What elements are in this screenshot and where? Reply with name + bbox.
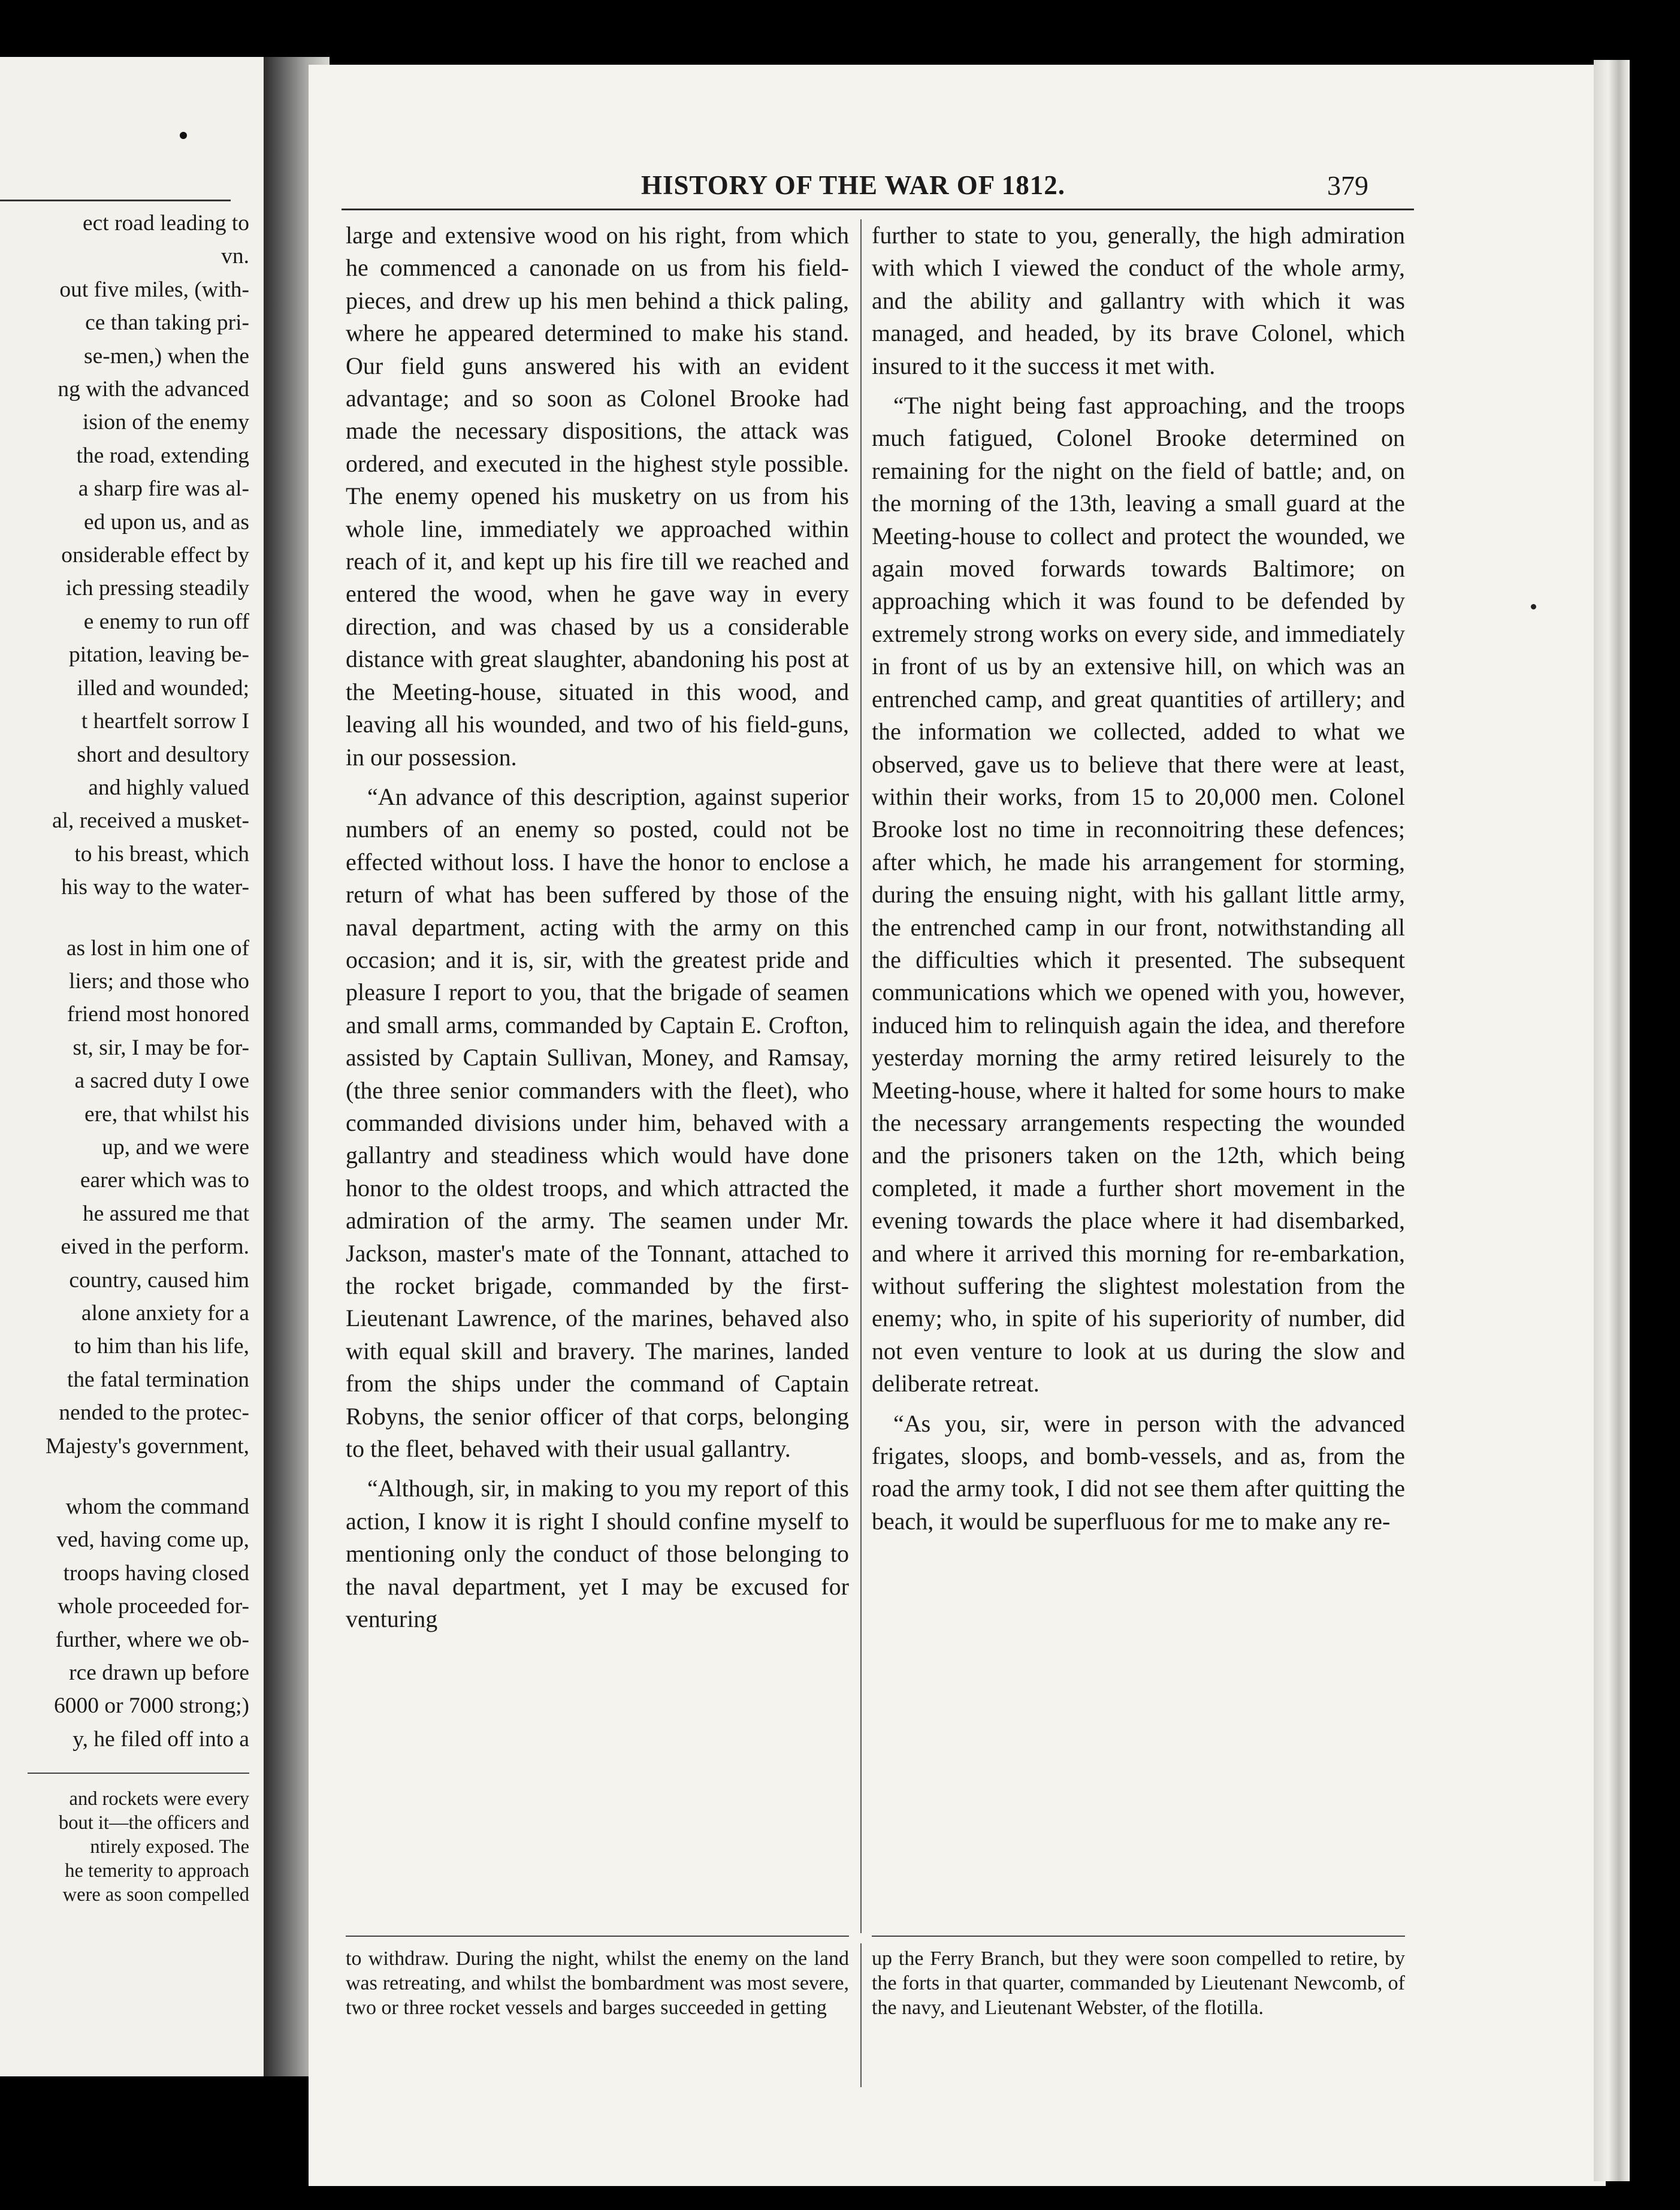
left-line: troops having closed [63,1560,249,1586]
left-line: the road, extending [76,443,249,468]
left-line: ved, having come up, [56,1527,249,1553]
left-line: liers; and those who [69,968,249,994]
right-page [309,65,1606,2186]
text-column-2 [872,219,1405,1545]
left-footnote-line: bout it—the officers and [58,1812,249,1834]
footnote-column-divider [860,1943,862,2087]
ink-speck [1531,604,1536,609]
left-line: onsiderable effect by [61,543,249,568]
left-line: nended to the protec- [59,1400,249,1426]
footnote-rule [346,1936,849,1937]
left-line: up, and we were [102,1134,249,1160]
left-line: he assured me that [82,1201,249,1226]
footnote-left: to withdraw. During the night, whilst the enemy on the land was retreating, and whilst the bombardment was most severe, two or three rocket vessels and barges succeeded in getting [346,1948,849,2019]
left-line: a sharp fire was al- [78,476,249,502]
left-line: to him than his life, [74,1334,249,1359]
left-line: 6000 or 7000 strong;) [53,1693,249,1719]
left-line: e enemy to run off [83,609,249,634]
left-line: alone anxiety for a [81,1301,249,1326]
left-line: y, he filed off into a [72,1726,249,1752]
left-line: ng with the advanced [58,377,249,402]
left-line: a sacred duty I owe [74,1068,249,1094]
page-edge-stack [1594,60,1630,2181]
left-line: ed upon us, and as [84,509,249,535]
left-line: ere, that whilst his [84,1101,249,1127]
left-line: whole proceeded for- [58,1594,249,1619]
paragraph: “Although, sir, in making to you my report of this action, I know it is right I should confine myself to mentioning only the conduct of those belonging to the naval department, yet I may be excused for venturing [346,1475,849,1633]
left-line: ect road leading to [82,211,249,236]
left-footnote-line: were as soon compelled [62,1884,249,1906]
left-line: pitation, leaving be- [69,642,249,668]
left-line: ce than taking pri- [85,310,249,336]
left-line: ich pressing steadily [65,576,249,601]
left-line: the fatal termination [67,1367,249,1392]
left-line: illed and wounded; [77,675,249,701]
left-line: earer which was to [80,1168,249,1193]
footnote-right: up the Ferry Branch, but they were soon compelled to retire, by the forts in that quarter, commanded by Lieutenant Newcomb, of the navy, and Lieutenant Webster, of the flotilla. [872,1948,1405,2019]
left-line: out five miles, (with- [59,277,249,302]
left-facing-page [0,57,264,2076]
left-header-rule [0,200,231,201]
left-page-text [0,207,249,1907]
left-line: t heartfelt sorrow I [81,709,249,734]
running-title: HISTORY OF THE WAR OF 1812. [641,170,1066,200]
paragraph: “As you, sir, were in person with the advanced frigates, sloops, and bomb-vessels, and as, from the road the army took, I did not see them after quitting the beach, it would be superfluous for me to make any re- [872,1409,1405,1535]
left-footnote-line: he temerity to approach [65,1860,249,1882]
paragraph-gap [0,1463,249,1490]
text-column-1 [346,219,849,1643]
header-rule [342,209,1414,210]
left-footnote-line: ntirely exposed. The [90,1836,249,1858]
footnote-rule [872,1936,1405,1937]
left-line: his way to the water- [61,875,249,900]
left-line: al, received a musket- [52,808,249,834]
left-line: further, where we ob- [55,1627,249,1652]
left-line: rce drawn up before [69,1660,249,1686]
left-footnote-rule [28,1773,249,1774]
running-header [309,170,1606,212]
left-line: to his breast, which [74,841,249,867]
left-line: short and desultory [77,742,249,767]
left-line: se-men,) when the [84,343,249,369]
left-footnote-line: and rockets were every [69,1788,249,1810]
paragraph: large and extensive wood on his right, from which he commenced a canonade on us from his field-pieces, and drew up his men behind a thick paling, where he appeared determined to make his stand. Our field guns answered his with an evident advantage; and so soon as Colonel Brooke had made the necessary dispositions, the attack was ordered, and executed in the highest style possible. The enemy opened his musketry on us from his whole line, immediately we approached within reach of it, and kept up his fire till we reached and entered the wood, when he gave way in every direction, and was chased by us a considerable distance with great slaughter, abandoning his post at the Meeting-house, situated in this wood, and leaving all his wounded, and two of his field-guns, in our possession. [346,222,849,771]
paragraph-gap [0,904,249,932]
left-line: as lost in him one of [66,935,249,961]
left-line: Majesty's government, [45,1433,249,1459]
left-line: eived in the perform. [61,1234,249,1260]
paragraph: “An advance of this description, against superior numbers of an enemy so posted, could not be effected without loss. I have the honor to enclose a return of what has been suffered by those of the naval department, acting with the army on this occasion; and it is, sir, with the greatest pride and pleasure I report to you, that the brigade of seamen and small arms, commanded by Captain E. Crofton, assisted by Captain Sullivan, Money, and Ramsay, (the three senior commanders with the fleet), who commanded divisions under him, behaved with a gallantry and steadiness which would have done honor to the oldest troops, and which attracted the admiration of the army. The seamen under Mr. Jackson, master's mate of the Tonnant, attached to the rocket brigade, commanded by the first-Lieutenant Lawrence, of the marines, behaved also with equal skill and bravery. The marines, landed from the ships under the command of Captain Robyns, the senior officer of that corps, belonging to the fleet, behaved with their usual gallantry. [346,783,849,1463]
page-number: 379 [1327,170,1368,201]
left-line: friend most honored [67,1002,249,1027]
left-line: and highly valued [88,775,249,800]
left-line: ision of the enemy [82,410,249,435]
left-line: st, sir, I may be for- [72,1035,249,1060]
left-line: vn. [221,244,249,269]
left-line: whom the command [65,1495,249,1520]
column-divider [860,219,862,1933]
paragraph: “The night being fast approaching, and the troops much fatigued, Colonel Brooke determined on remaining for the night on the field of battle; and, on the morning of the 13th, leaving a small guard at the Meeting-house to collect and protect the wounded, we again moved forwards towards Baltimore; on approaching which it was found to be defended by extremely strong works on every side, and immediately in front of us by an extensive hill, on which was an entrenched camp, and great quantities of artillery; and the information we collected, added to what we observed, gave us to believe that there were at least, within their works, from 15 to 20,000 men. Colonel Brooke lost no time in reconnoitring these defences; after which, he made his arrangement for storming, during the ensuing night, with his gallant little army, the entrenched camp in our front, notwithstanding all the difficulties which it presented. The subsequent communications which we opened with you, however, induced him to relinquish again the idea, and therefore yesterday morning the army retired leisurely to the Meeting-house, where it halted for some hours to make the necessary arrangements respecting the wounded and the prisoners taken on the 12th, which being completed, it made a further short movement in the evening towards the place where it had disembarked, and where it arrived this morning for re-embarkation, without suffering the slightest molestation from the enemy; who, in spite of his superiority of number, did not even venture to look at us during the slow and deliberate retreat. [872,392,1405,1397]
paragraph: further to state to you, generally, the high admiration with which I viewed the conduct of the whole army, and the ability and gallantry with which it was managed, and headed, by its brave Colonel, which insured to it the success it met with. [872,222,1405,379]
ink-dot-mark [180,132,187,139]
left-line: country, caused him [69,1267,249,1293]
